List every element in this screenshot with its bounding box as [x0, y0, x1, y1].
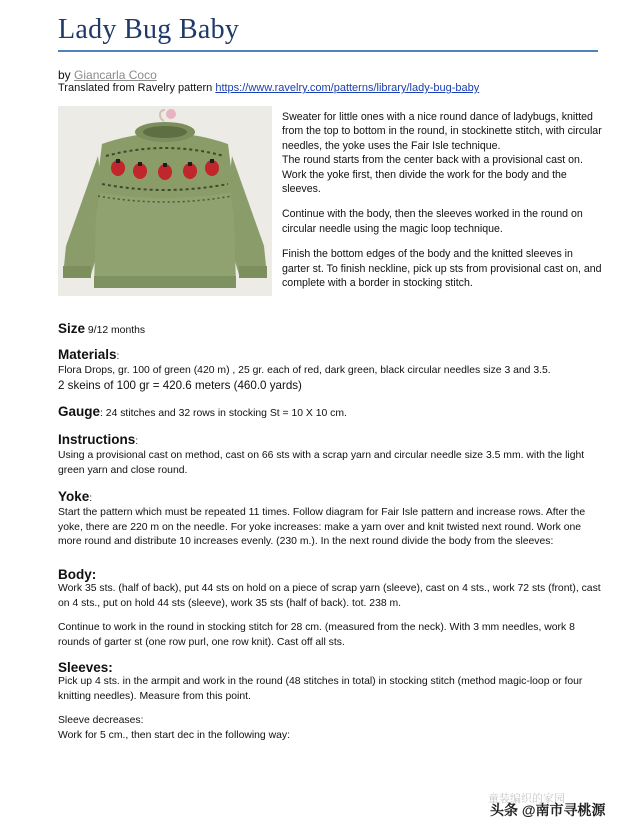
watermark-faded-text: 童装编织的家园: [488, 793, 565, 805]
yoke-heading: Yoke: [58, 489, 90, 504]
materials-section: [58, 348, 603, 393]
intro-line-1: Sweater for little ones with a nice round dance of ladybugs, knitted from the top to bottom in the round, in stockinette stitch, with circular needles, the yoke uses the Fair Isle technique.: [282, 111, 602, 152]
body-text-1: Work 35 sts. (half of back), put 44 sts on hold on a piece of scrap yarn (sleeve), cast on 4 sts., work 72 sts (front), cast on 4 sts., put on hold 44 sts (sleeve), work 35 sts (half of back). tot. 238 m.: [58, 583, 601, 609]
intro-line-2: The round starts from the center back with a provisional cast on. Work the yoke first, then divide the work for the body and the sleeves.: [282, 154, 583, 196]
document-title: Lady Bug Baby: [58, 14, 240, 45]
instructions-heading: Instructions: [58, 432, 136, 447]
translation-note: [58, 82, 479, 94]
ravelry-link[interactable]: https://www.ravelry.com/patterns/library/lady-bug-baby: [215, 82, 480, 94]
sleeves-heading: Sleeves:: [58, 660, 113, 675]
gauge-section: [58, 405, 603, 421]
intro-paragraph: [282, 110, 602, 196]
watermark: [476, 790, 636, 824]
intro-paragraph-3: Finish the bottom edges of the body and the knitted sleeves in garter st. To finish neckline, pick up sts from provisional cast on, and complete with a border in stocking stitch.: [282, 248, 602, 290]
watermark-brand: 头条 @南市寻桃源: [490, 802, 606, 818]
materials-line-1: Flora Drops, gr. 100 of green (420 m) , 25 gr. each of red, dark green, black circular needles size 3 and 3.5.: [58, 365, 551, 377]
yoke-text: Start the pattern which must be repeated 11 times. Follow diagram for Fair Isle pattern and increase rows. After the yoke, there are 220 m on the needle. For yoke increases: make a yarn over and knit twisted next round. Work one more round and distribute 10 increases evenly. (230 m.). In the next round divide the body from the sleeves:: [58, 507, 586, 548]
instructions-colon: :: [135, 436, 139, 447]
title-rule: [58, 50, 598, 52]
sleeves-section: [58, 661, 603, 743]
intro-text: [282, 110, 602, 301]
intro-paragraph-2: Continue with the body, then the sleeves worked in the round on circular needle using the magic loop technique.: [282, 208, 583, 235]
body-section: [58, 568, 603, 650]
byline: [58, 68, 157, 82]
sleeves-text-3: Work for 5 cm., then start dec in the following way:: [58, 729, 290, 741]
size-heading: Size: [58, 321, 86, 336]
gauge-value: : 24 stitches and 32 rows in stocking St = 10 X 10 cm.: [100, 408, 347, 419]
sweater-photo: [58, 106, 272, 296]
size-section: [58, 322, 603, 338]
sleeves-text-1: Pick up 4 sts. in the armpit and work in the round (48 stitches in total) in stocking stitch (method magic-loop or four knitting needles). Measure from this point.: [58, 676, 583, 702]
yoke-section: [58, 490, 603, 550]
body-heading: Body:: [58, 567, 97, 582]
instructions-text: Using a provisional cast on method, cast on 66 sts with a scrap yarn and circular needle size 3.5 mm. with the light green yarn and close round.: [58, 450, 585, 476]
yoke-colon: :: [89, 493, 93, 504]
instructions-section: [58, 433, 603, 478]
materials-heading: Materials: [58, 347, 117, 362]
sleeves-text-2: Sleeve decreases:: [58, 715, 144, 727]
author-link[interactable]: Giancarla Coco: [74, 68, 157, 82]
body-text-2: Continue to work in the round in stocking stitch for 28 cm. (measured from the neck). With 3 mm needles, work 8 rounds of garter st (one row purl, one row knit). Cast off all sts.: [58, 622, 575, 648]
gauge-heading: Gauge: [58, 404, 101, 419]
materials-line-2: 2 skeins of 100 gr = 420.6 meters (460.0 yards): [58, 378, 302, 392]
size-value: 9/12 months: [85, 325, 146, 336]
by-prefix: by: [58, 68, 71, 82]
materials-colon: :: [116, 351, 120, 362]
translated-prefix: Translated from Ravelry pattern: [58, 82, 213, 94]
